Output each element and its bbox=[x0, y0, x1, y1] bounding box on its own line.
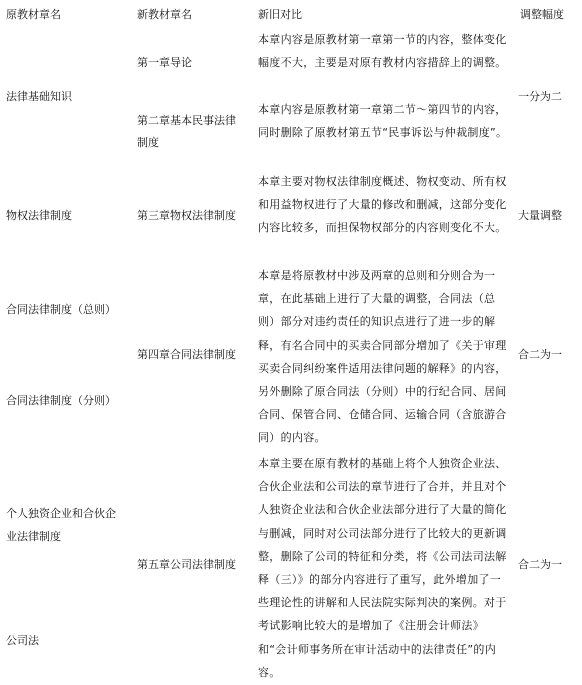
old-chapter-law-basics: 法律基础知识 bbox=[6, 90, 72, 103]
header-adjustment: 调整幅度 bbox=[520, 8, 564, 21]
comparison-text-4: 本章是将原教材中涉及两章的总则和分则合为一章，在此基础上进行了大量的调整，合同法（总则）部分对违约责任的知识点进行了进一步的解释，有名合同中的买卖合同部分增加了《关于审理买卖合同纠纷案件适用法律问题的解释》的内容，另外删除了原合同法（分则）中的行纪合同、居间合同、保管合同、仓储合同、运输合同（含旅游合同）的内容。 bbox=[258, 269, 507, 445]
adjustment-merge-contract: 合二为一 bbox=[518, 348, 562, 361]
new-chapter-intro: 第一章导论 bbox=[137, 56, 192, 69]
new-chapter-civil-law-line1: 第二章基本民事法律 bbox=[137, 114, 236, 127]
new-chapter-property-law: 第三章物权法律制度 bbox=[137, 209, 236, 222]
old-chapter-contract-specific: 合同法律制度（分则） bbox=[6, 394, 116, 407]
old-chapter-property-law: 物权法律制度 bbox=[6, 209, 72, 222]
new-chapter-contract-law: 第四章合同法律制度 bbox=[137, 348, 236, 361]
header-comparison: 新旧对比 bbox=[258, 8, 302, 21]
header-new-chapter: 新教材章名 bbox=[137, 8, 192, 21]
old-chapter-company-law: 公司法 bbox=[6, 634, 39, 647]
new-chapter-company-law: 第五章公司法律制度 bbox=[137, 558, 236, 571]
old-chapter-contract-general: 合同法律制度（总则） bbox=[6, 303, 116, 316]
old-chapter-enterprise-law-line1: 个人独资企业和合伙企 bbox=[6, 507, 116, 520]
comparison-text-5: 本章主要在原有教材的基础上将个人独资企业法、合伙企业法和公司法的章节进行了合并，并且对个人独资企业法和合伙企业法部分进行了大量的简化与删减，同时对公司法部分进行了比较大的更新调整，删除了公司的特征和分类，将《公司法司法解释（三）》的部分内容进行了重写，此外增加了一些理论性的讲解和人民法院实际判决的案例。对于考试影响比较大的是增加了《注册会计师法》和“会计师事务所在审计活动中的法律责任”的内容。 bbox=[258, 457, 507, 679]
comparison-text-3: 本章主要对物权法律制度概述、物权变动、所有权和用益物权进行了大量的修改和删减，这部分变化内容比较多，而担保物权部分的内容则变化不大。 bbox=[258, 175, 507, 235]
comparison-text-1: 本章内容是原教材第一章第一节的内容，整体变化幅度不大，主要是对原有教材内容措辞上的调整。 bbox=[258, 33, 507, 70]
header-original-chapter: 原教材章名 bbox=[6, 8, 61, 21]
new-chapter-civil-law-line2: 制度 bbox=[137, 136, 159, 149]
adjustment-split: 一分为二 bbox=[518, 90, 562, 103]
old-chapter-enterprise-law-line2: 业法律制度 bbox=[6, 530, 61, 543]
adjustment-merge-company: 合二为一 bbox=[518, 558, 562, 571]
adjustment-major: 大量调整 bbox=[518, 209, 562, 222]
comparison-text-2: 本章内容是原教材第一章第二节～第四节的内容，同时删除了原教材第五节“民事诉讼与仲裁制度”。 bbox=[258, 103, 508, 140]
